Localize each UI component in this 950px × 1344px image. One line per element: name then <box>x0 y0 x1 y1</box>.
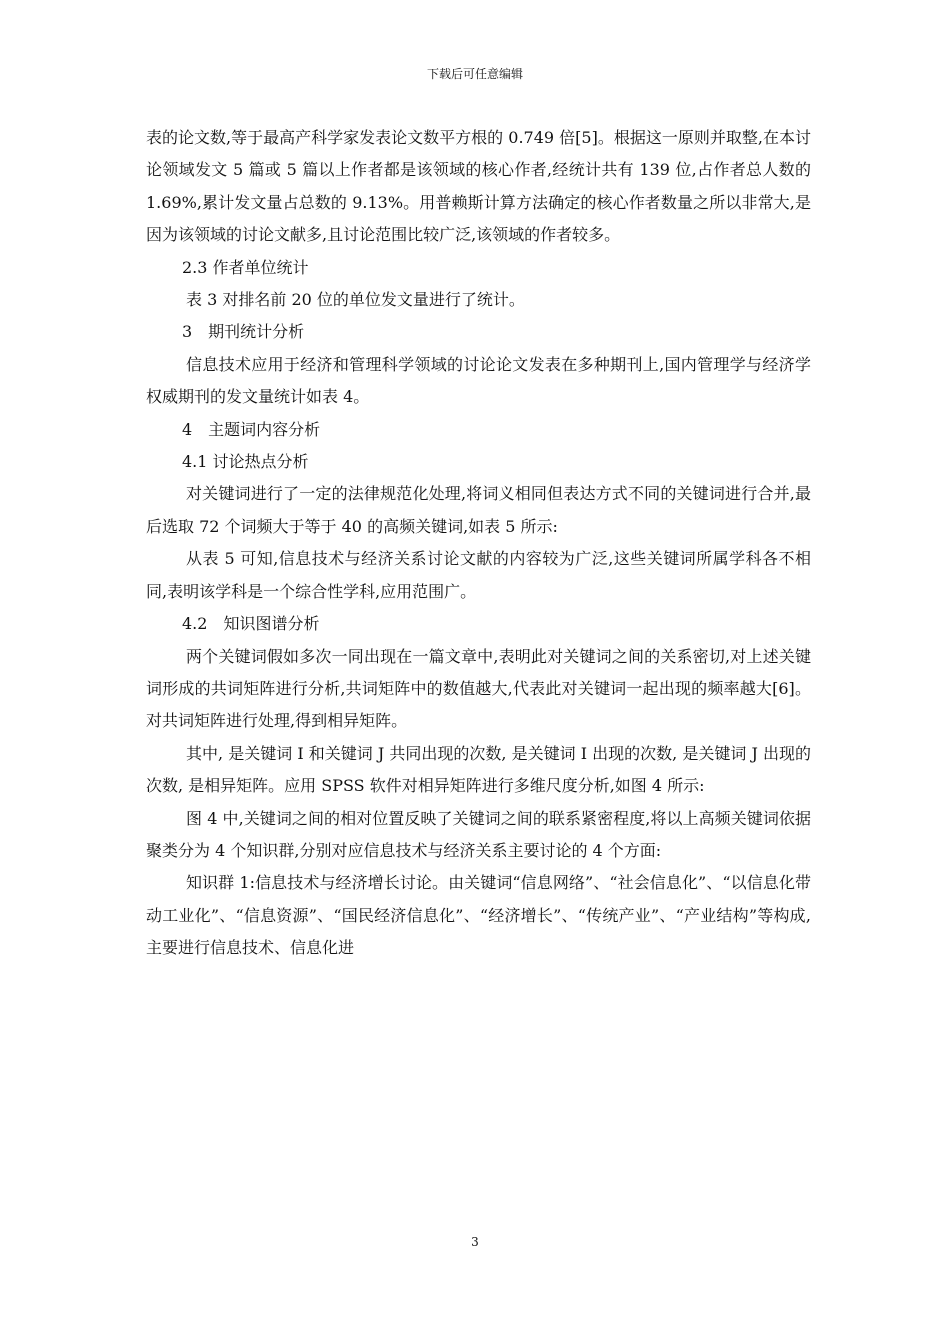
paragraph-core-authors: 表的论文数,等于最高产科学家发表论文数平方根的 0.749 倍[5]。根据这一原则并取整,在本讨论领域发文 5 篇或 5 篇以上作者都是该领域的核心作者,经统计共有 139 位,占作者总人数的 1.69%,累计发文量占总数的 9.13%。用普赖斯计算方法确定的核心作者数量之所以非常大,是因为该领域的讨论文献多,且讨论范围比较广泛,该领域的作者较多。 <box>146 128 811 245</box>
page-number: 3 <box>471 1235 479 1249</box>
page-header: 下载后可任意编辑 <box>426 67 523 81</box>
paragraph-keywords: 对关键词进行了一定的法律规范化处理,将词义相同但表达方式不同的关键词进行合并,最后选取 72 个词频大于等于 40 的高频关键词,如表 5 所示: <box>146 484 811 536</box>
heading-2-3: 2.3 作者单位统计 <box>182 257 309 277</box>
heading-3: 3 期刊统计分析 <box>182 322 305 342</box>
paragraph-table3: 表 3 对排名前 20 位的单位发文量进行了统计。 <box>186 290 525 310</box>
body-text <box>146 122 811 965</box>
paragraph-formula-note: 其中, 是关键词 I 和关键词 J 共同出现的次数, 是关键词 I 出现的次数, 是关键词 J 出现的次数, 是相异矩阵。应用 SPSS 软件对相异矩阵进行多维尺度分析,如图 4 所示: <box>146 743 811 796</box>
heading-4-2: 4.2 知识图谱分析 <box>182 614 320 634</box>
heading-4-1: 4.1 讨论热点分析 <box>182 452 309 472</box>
paragraph-journals: 信息技术应用于经济和管理科学领域的讨论论文发表在多种期刊上,国内管理学与经济学权威期刊的发文量统计如表 4。 <box>146 354 811 407</box>
heading-4: 4 主题词内容分析 <box>182 419 321 439</box>
paragraph-table5: 从表 5 可知,信息技术与经济关系讨论文献的内容较为广泛,这些关键词所属学科各不相同,表明该学科是一个综合性学科,应用范围广。 <box>146 549 811 601</box>
paragraph-cluster1: 知识群 1:信息技术与经济增长讨论。由关键词“信息网络”、“社会信息化”、“以信息化带动工业化”、“信息资源”、“国民经济信息化”、“经济增长”、“传统产业”、“产业结构”等构成,主要进行信息技术、信息化进 <box>146 873 811 958</box>
paragraph-co-word: 两个关键词假如多次一同出现在一篇文章中,表明此对关键词之间的关系密切,对上述关键词形成的共词矩阵进行分析,共词矩阵中的数值越大,代表此对关键词一起出现的频率越大[6]。对共词矩阵进行处理,得到相异矩阵。 <box>146 646 811 731</box>
paragraph-figure4: 图 4 中,关键词之间的相对位置反映了关键词之间的联系紧密程度,将以上高频关键词依据聚类分为 4 个知识群,分别对应信息技术与经济关系主要讨论的 4 个方面: <box>146 808 811 860</box>
